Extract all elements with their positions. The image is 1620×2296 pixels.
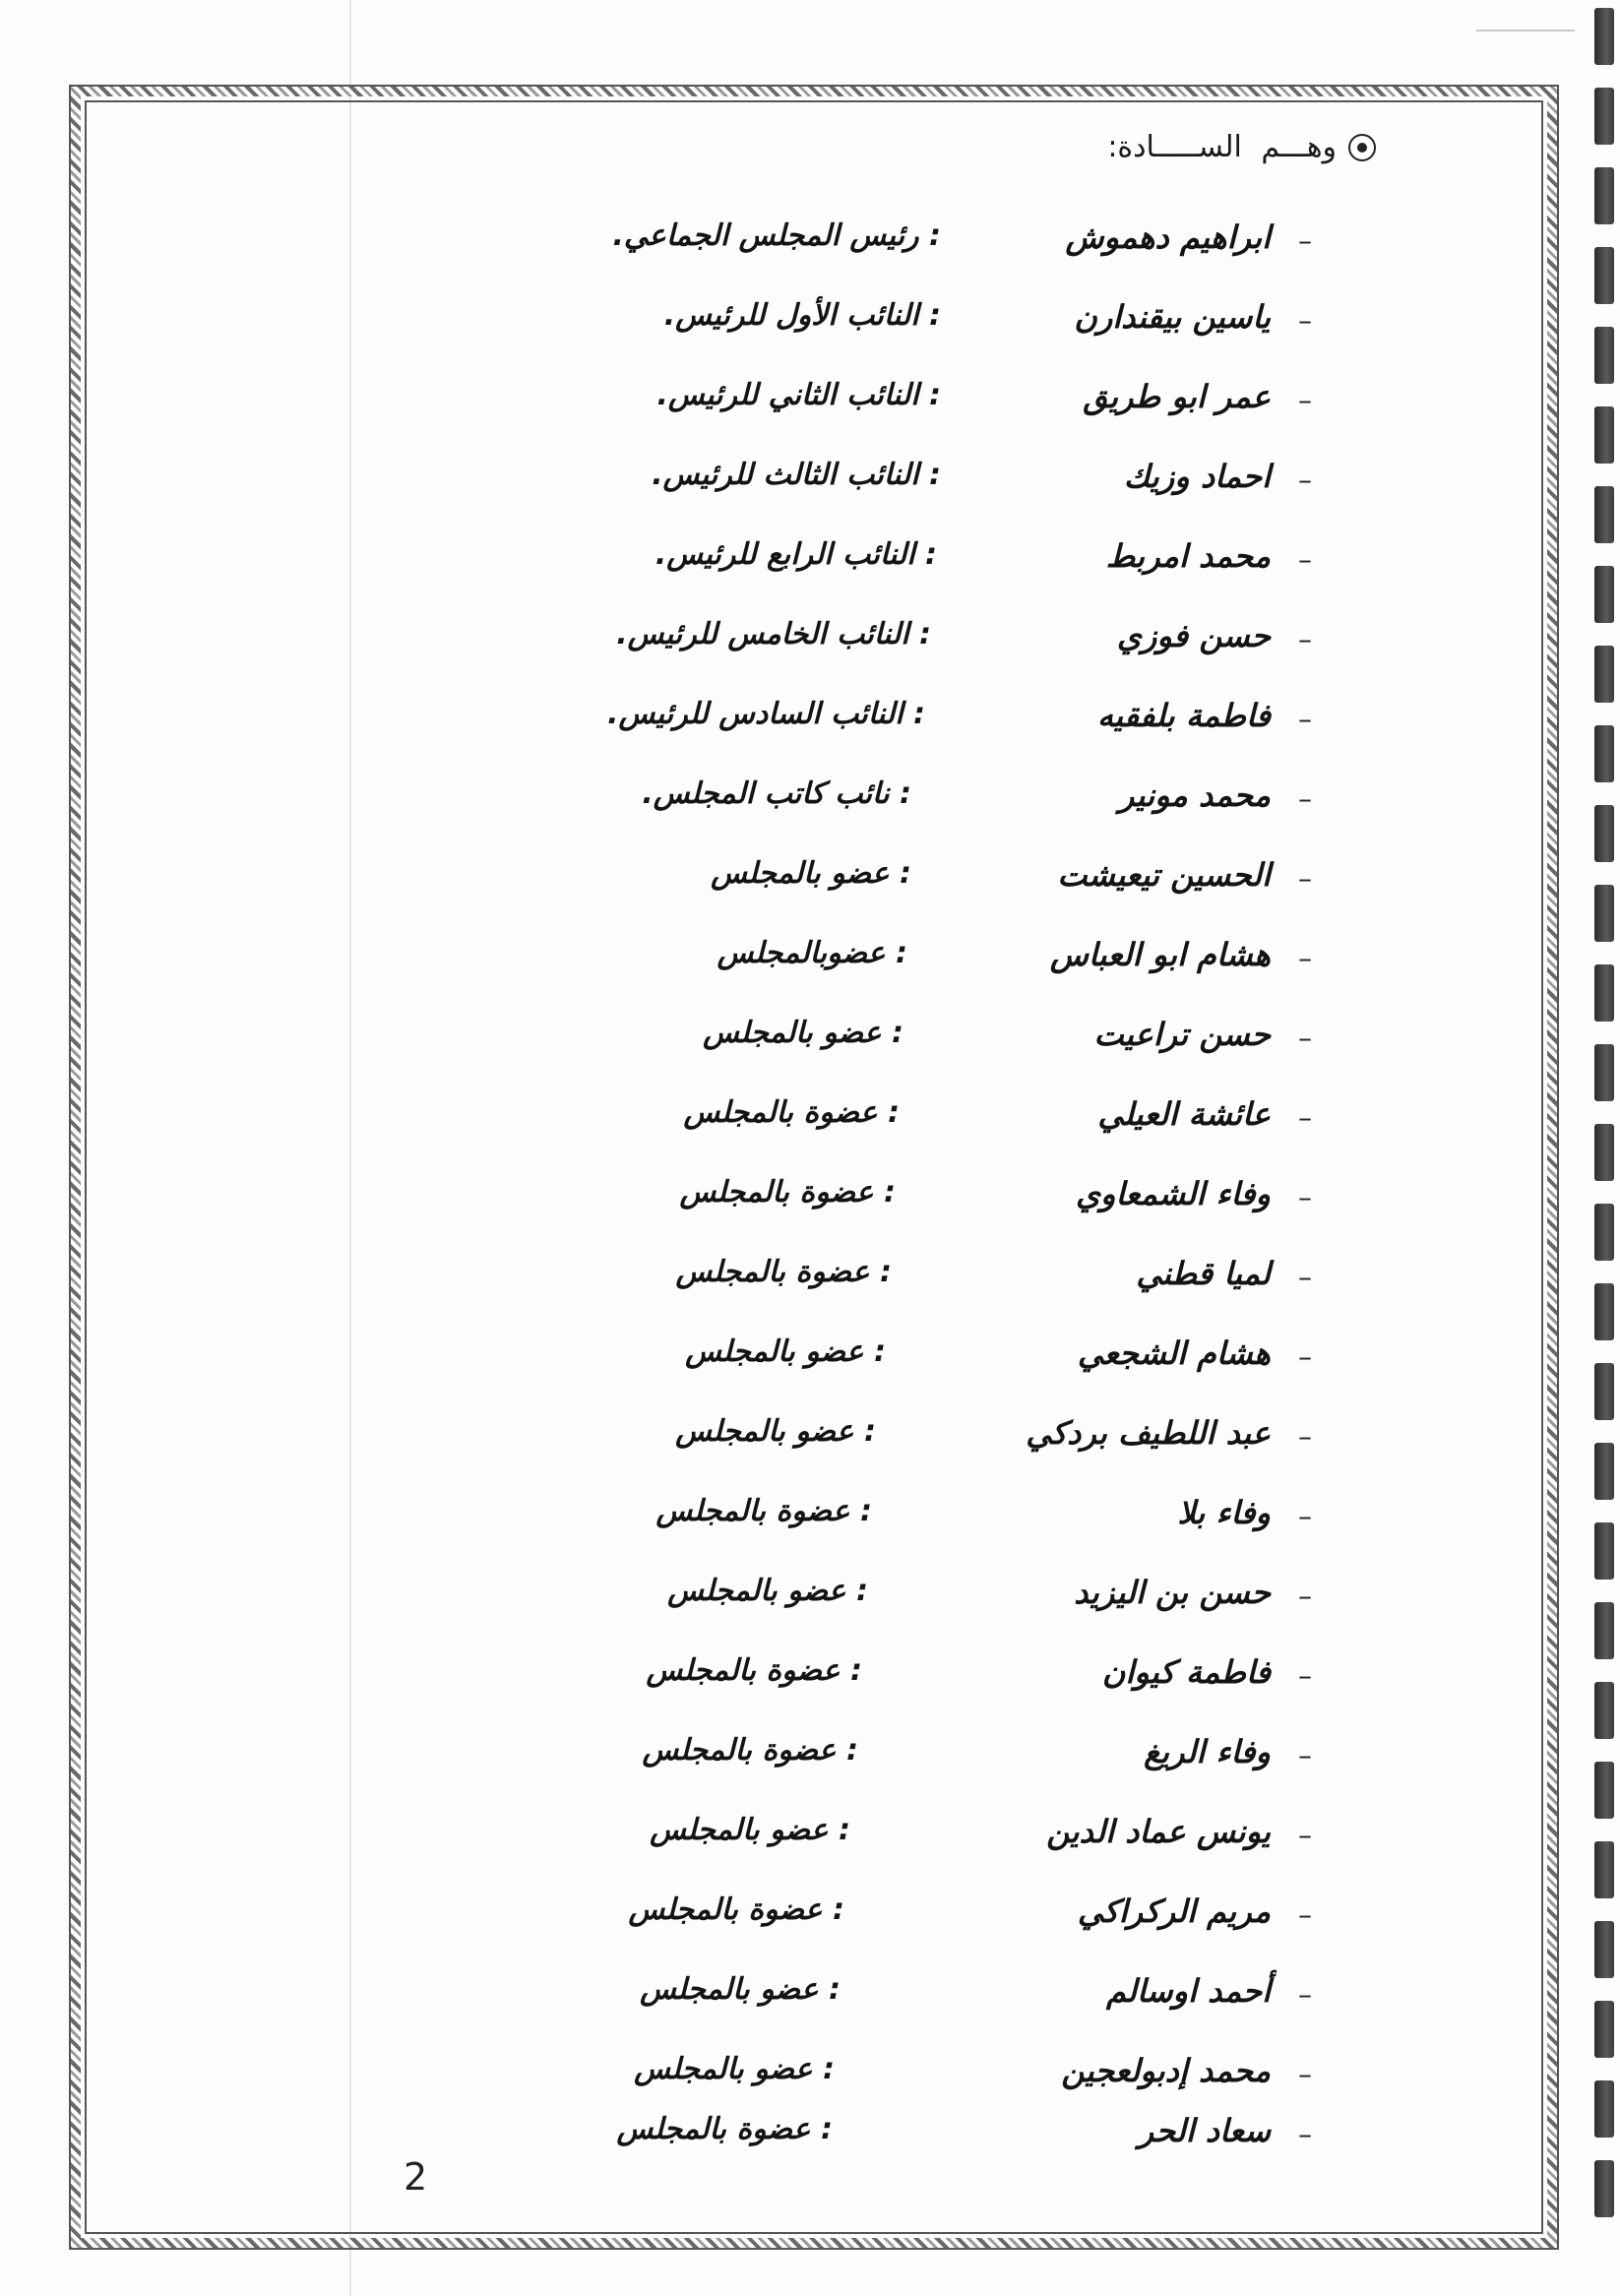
list-item [0, 1012, 1620, 1071]
list-item [0, 294, 1620, 353]
member-role: : عضو بالمجلس [711, 856, 911, 891]
list-dash: – [1298, 862, 1312, 895]
list-dash: – [1298, 1898, 1312, 1931]
member-role: : عضوة بالمجلس [616, 2112, 833, 2146]
list-item [0, 1809, 1620, 1868]
member-role: : عضوة بالمجلس [642, 1733, 858, 1768]
list-dash: – [1298, 1500, 1312, 1532]
member-name: فاطمة كيوان [1101, 1653, 1271, 1691]
member-name: سعاد الحر [1138, 2112, 1271, 2149]
member-name: عمر ابو طريق [1083, 378, 1271, 415]
member-name: وفاء بلا [1177, 1494, 1271, 1531]
list-item [0, 1331, 1620, 1390]
member-name: احماد وزيك [1123, 458, 1271, 495]
member-name: محمد إدبولعجين [1061, 2052, 1271, 2089]
list-item [0, 852, 1620, 911]
list-dash: – [1298, 1420, 1312, 1453]
member-role: : عضوة بالمجلس [683, 1095, 900, 1130]
member-name: حسن فوزي [1116, 617, 1271, 654]
list-item [0, 773, 1620, 832]
member-name: وفاء الريغ [1144, 1733, 1271, 1770]
member-name: لميا قطني [1136, 1255, 1271, 1292]
list-item [0, 1570, 1620, 1629]
list-item [0, 1729, 1620, 1788]
list-item [0, 2108, 1620, 2167]
list-dash: – [1298, 1022, 1312, 1054]
member-name: مريم الركراكي [1077, 1893, 1271, 1930]
member-role: : رئيس المجلس الجماعي. [612, 218, 941, 253]
list-dash: – [1298, 464, 1312, 496]
list-dash: – [1298, 1978, 1312, 2011]
member-role: : عضو بالمجلس [685, 1334, 886, 1369]
member-role: : عضو بالمجلس [650, 1813, 850, 1847]
member-name: هشام ابو العباس [1049, 936, 1271, 973]
list-item [0, 1091, 1620, 1150]
list-item [0, 693, 1620, 752]
member-name: يونس عماد الدين [1046, 1813, 1271, 1850]
member-role: : عضوة بالمجلس [655, 1494, 872, 1528]
list-dash: – [1298, 623, 1312, 655]
member-name: حسن بن اليزيد [1074, 1574, 1271, 1611]
list-item [0, 374, 1620, 433]
section-header-text: وهـــم الســـــادة: [1107, 130, 1337, 164]
member-name: حسن تراعيت [1093, 1016, 1271, 1053]
member-name: محمد مونير [1118, 776, 1271, 814]
list-dash: – [1298, 1181, 1312, 1213]
member-role: : نائب كاتب المجلس. [642, 776, 911, 811]
member-role: : عضوة بالمجلس [628, 1893, 844, 1927]
page-number: 2 [404, 2155, 428, 2199]
list-dash: – [1298, 1101, 1312, 1134]
list-dash: – [1298, 304, 1312, 337]
list-dash: – [1298, 384, 1312, 416]
list-dash: – [1298, 703, 1312, 735]
member-role: : عضوة بالمجلس [675, 1255, 892, 1289]
member-name: الحسين تيعيشت [1057, 856, 1271, 894]
list-item [0, 1171, 1620, 1230]
list-item [0, 1968, 1620, 2027]
member-role: : النائب الأول للرئيس. [663, 298, 941, 333]
list-dash: – [1298, 1340, 1312, 1373]
list-item [0, 932, 1620, 991]
list-item [0, 454, 1620, 513]
member-name: وفاء الشمعاوي [1075, 1175, 1271, 1212]
member-role: : عضو بالمجلس [675, 1414, 876, 1449]
member-role: : النائب الثالث للرئيس. [652, 458, 941, 492]
member-name: عائشة العيلي [1097, 1095, 1271, 1133]
list-dash: – [1298, 942, 1312, 974]
list-dash: – [1298, 782, 1312, 815]
member-name: هشام الشجعي [1077, 1334, 1271, 1372]
member-name: ابراهيم دهموش [1065, 218, 1271, 256]
list-item [0, 215, 1620, 274]
list-dash: – [1298, 1261, 1312, 1293]
member-name: ياسين بيقندارن [1074, 298, 1271, 336]
list-item [0, 1251, 1620, 1310]
member-name: أحمد اوسالم [1105, 1972, 1271, 2010]
member-role: : النائب الرابع للرئيس. [654, 537, 937, 572]
list-item [0, 613, 1620, 672]
list-dash: – [1298, 1739, 1312, 1771]
list-item [0, 1490, 1620, 1549]
member-role: : عضوبالمجلس [717, 936, 907, 970]
member-name: محمد امربط [1105, 537, 1271, 575]
member-role: : عضو بالمجلس [640, 1972, 841, 2007]
list-item [0, 1889, 1620, 1948]
list-item [0, 1410, 1620, 1469]
list-dash: – [1298, 2058, 1312, 2090]
member-role: : النائب الخامس للرئيس. [616, 617, 931, 652]
member-role: : عضوة بالمجلس [646, 1653, 862, 1688]
list-item [0, 533, 1620, 592]
list-dash: – [1298, 1819, 1312, 1851]
list-dash: – [1298, 2118, 1312, 2150]
member-role: : النائب الثاني للرئيس. [656, 378, 941, 412]
member-role: : عضو بالمجلس [703, 1016, 903, 1050]
list-item [0, 2048, 1620, 2107]
list-item [0, 1649, 1620, 1708]
member-role: : عضو بالمجلس [667, 1574, 868, 1608]
list-dash: – [1298, 1580, 1312, 1612]
member-role: : النائب السادس للرئيس. [607, 697, 925, 731]
list-dash: – [1298, 224, 1312, 257]
member-role: : عضوة بالمجلس [679, 1175, 896, 1210]
member-role: : عضو بالمجلس [634, 2052, 835, 2086]
member-name: عبد اللطيف بردكي [1026, 1414, 1271, 1452]
list-dash: – [1298, 1659, 1312, 1692]
member-name: فاطمة بلفقيه [1097, 697, 1271, 734]
list-dash: – [1298, 543, 1312, 576]
